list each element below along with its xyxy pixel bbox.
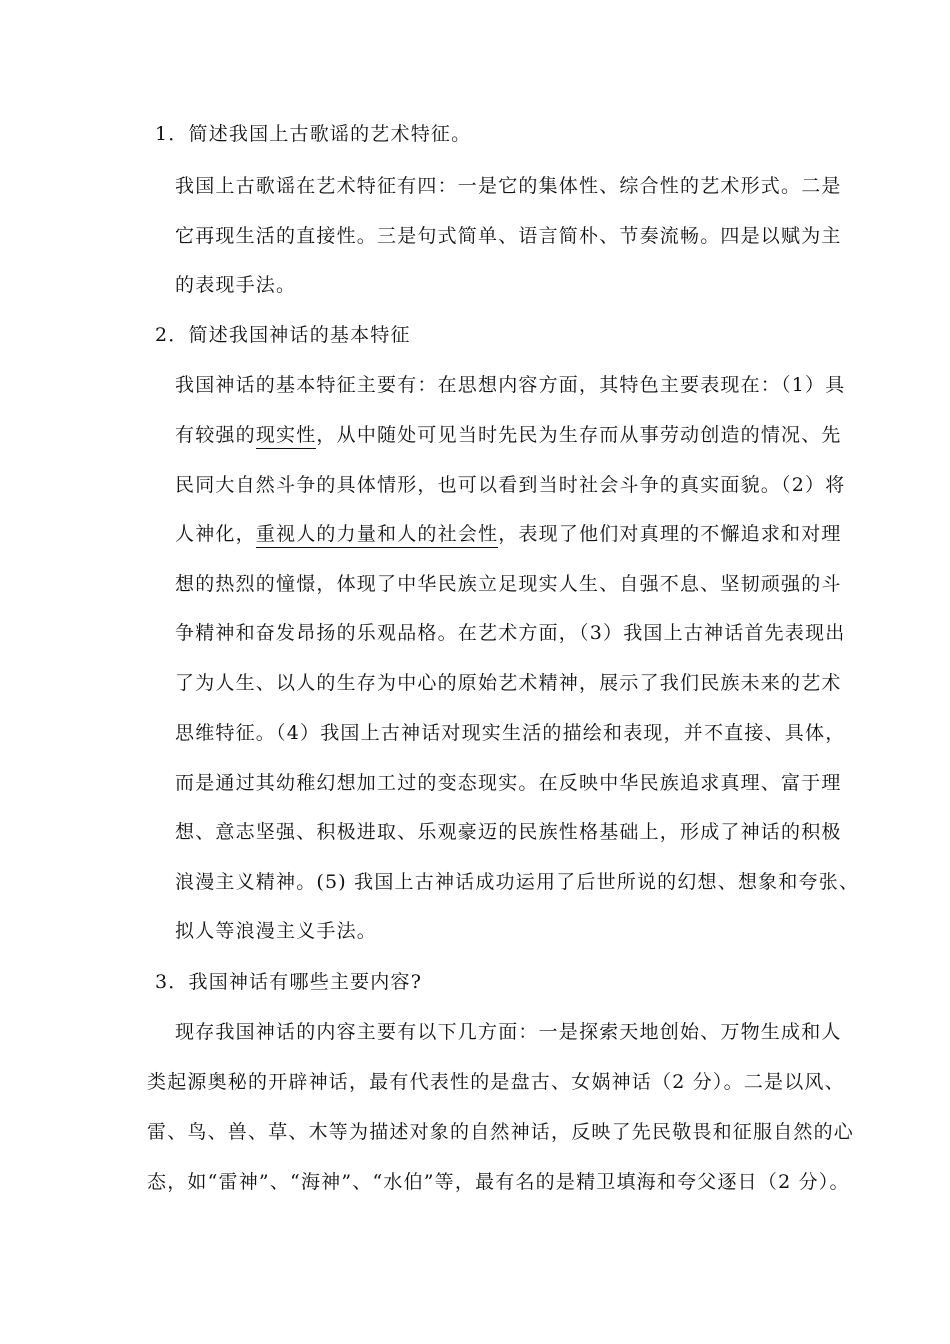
answer-2-line: 思维特征。（4）我国上古神话对现实生活的描绘和表现，并不直接、具体， <box>175 722 846 744</box>
answer-1-line: 它再现生活的直接性。三是句式简单、语言简朴、节奏流畅。四是以赋为主 <box>175 225 842 247</box>
question-3-title: 3．我国神话有哪些主要内容? <box>155 971 423 993</box>
answer-2-line: 了为人生、以人的生存为中心的原始艺术精神，展示了我们民族未来的艺术 <box>175 672 842 694</box>
underlined-phrase: 现实性 <box>256 424 317 449</box>
answer-3-line: 类起源奥秘的开辟神话，最有代表性的是盘古、女娲神话（2 分）。二是以风、 <box>147 1071 845 1093</box>
question-1-title: 1．简述我国上古歌谣的艺术特征。 <box>155 123 472 145</box>
answer-1-line: 我国上古歌谣在艺术特征有四：一是它的集体性、综合性的艺术形式。二是 <box>175 175 842 197</box>
answer-2-line: 想的热烈的憧憬，体现了中华民族立足现实人生、自强不息、坚韧顽强的斗 <box>175 573 842 595</box>
answer-2-text: ，表现了他们对真理的不懈追求和对理 <box>498 523 842 545</box>
answer-1-line: 的表现手法。 <box>175 274 297 296</box>
answer-2-line <box>175 522 842 546</box>
answer-3-line: 态，如“雷神”、“海神”、“水伯”等，最有名的是精卫填海和夸父逐日（2 分）。 <box>147 1171 850 1193</box>
answer-2-line: 我国神话的基本特征主要有：在思想内容方面，其特色主要表现在：（1）具 <box>175 374 846 396</box>
answer-2-line: 浪漫主义精神。(5) 我国上古神话成功运用了后世所说的幻想、想象和夸张、 <box>175 871 860 893</box>
answer-2-line: 而是通过其幼稚幻想加工过的变态现实。在反映中华民族追求真理、富于理 <box>175 772 842 794</box>
answer-2-text: 有较强的 <box>175 424 256 446</box>
answer-2-text: ，从中随处可见当时先民为生存而从事劳动创造的情况、先 <box>316 424 842 446</box>
answer-3-line: 雷、鸟、兽、草、木等为描述对象的自然神话，反映了先民敬畏和征服自然的心 <box>147 1121 855 1143</box>
question-2-title: 2．简述我国神话的基本特征 <box>155 324 411 346</box>
underlined-phrase: 重视人的力量和人的社会性 <box>256 523 498 548</box>
answer-2-line: 争精神和奋发昂扬的乐观品格。在艺术方面，（3）我国上古神话首先表现出 <box>175 622 846 644</box>
answer-2-line: 民同大自然斗争的具体情形，也可以看到当时社会斗争的真实面貌。（2）将 <box>175 474 846 496</box>
answer-2-line: 想、意志坚强、积极进取、乐观豪迈的民族性格基础上，形成了神话的积极 <box>175 821 842 843</box>
answer-2-line: 拟人等浪漫主义手法。 <box>175 920 378 942</box>
answer-2-text: 人神化， <box>175 523 256 545</box>
answer-3-line: 现存我国神话的内容主要有以下几方面：一是探索天地创始、万物生成和人 <box>175 1021 842 1043</box>
answer-2-line <box>175 423 842 447</box>
